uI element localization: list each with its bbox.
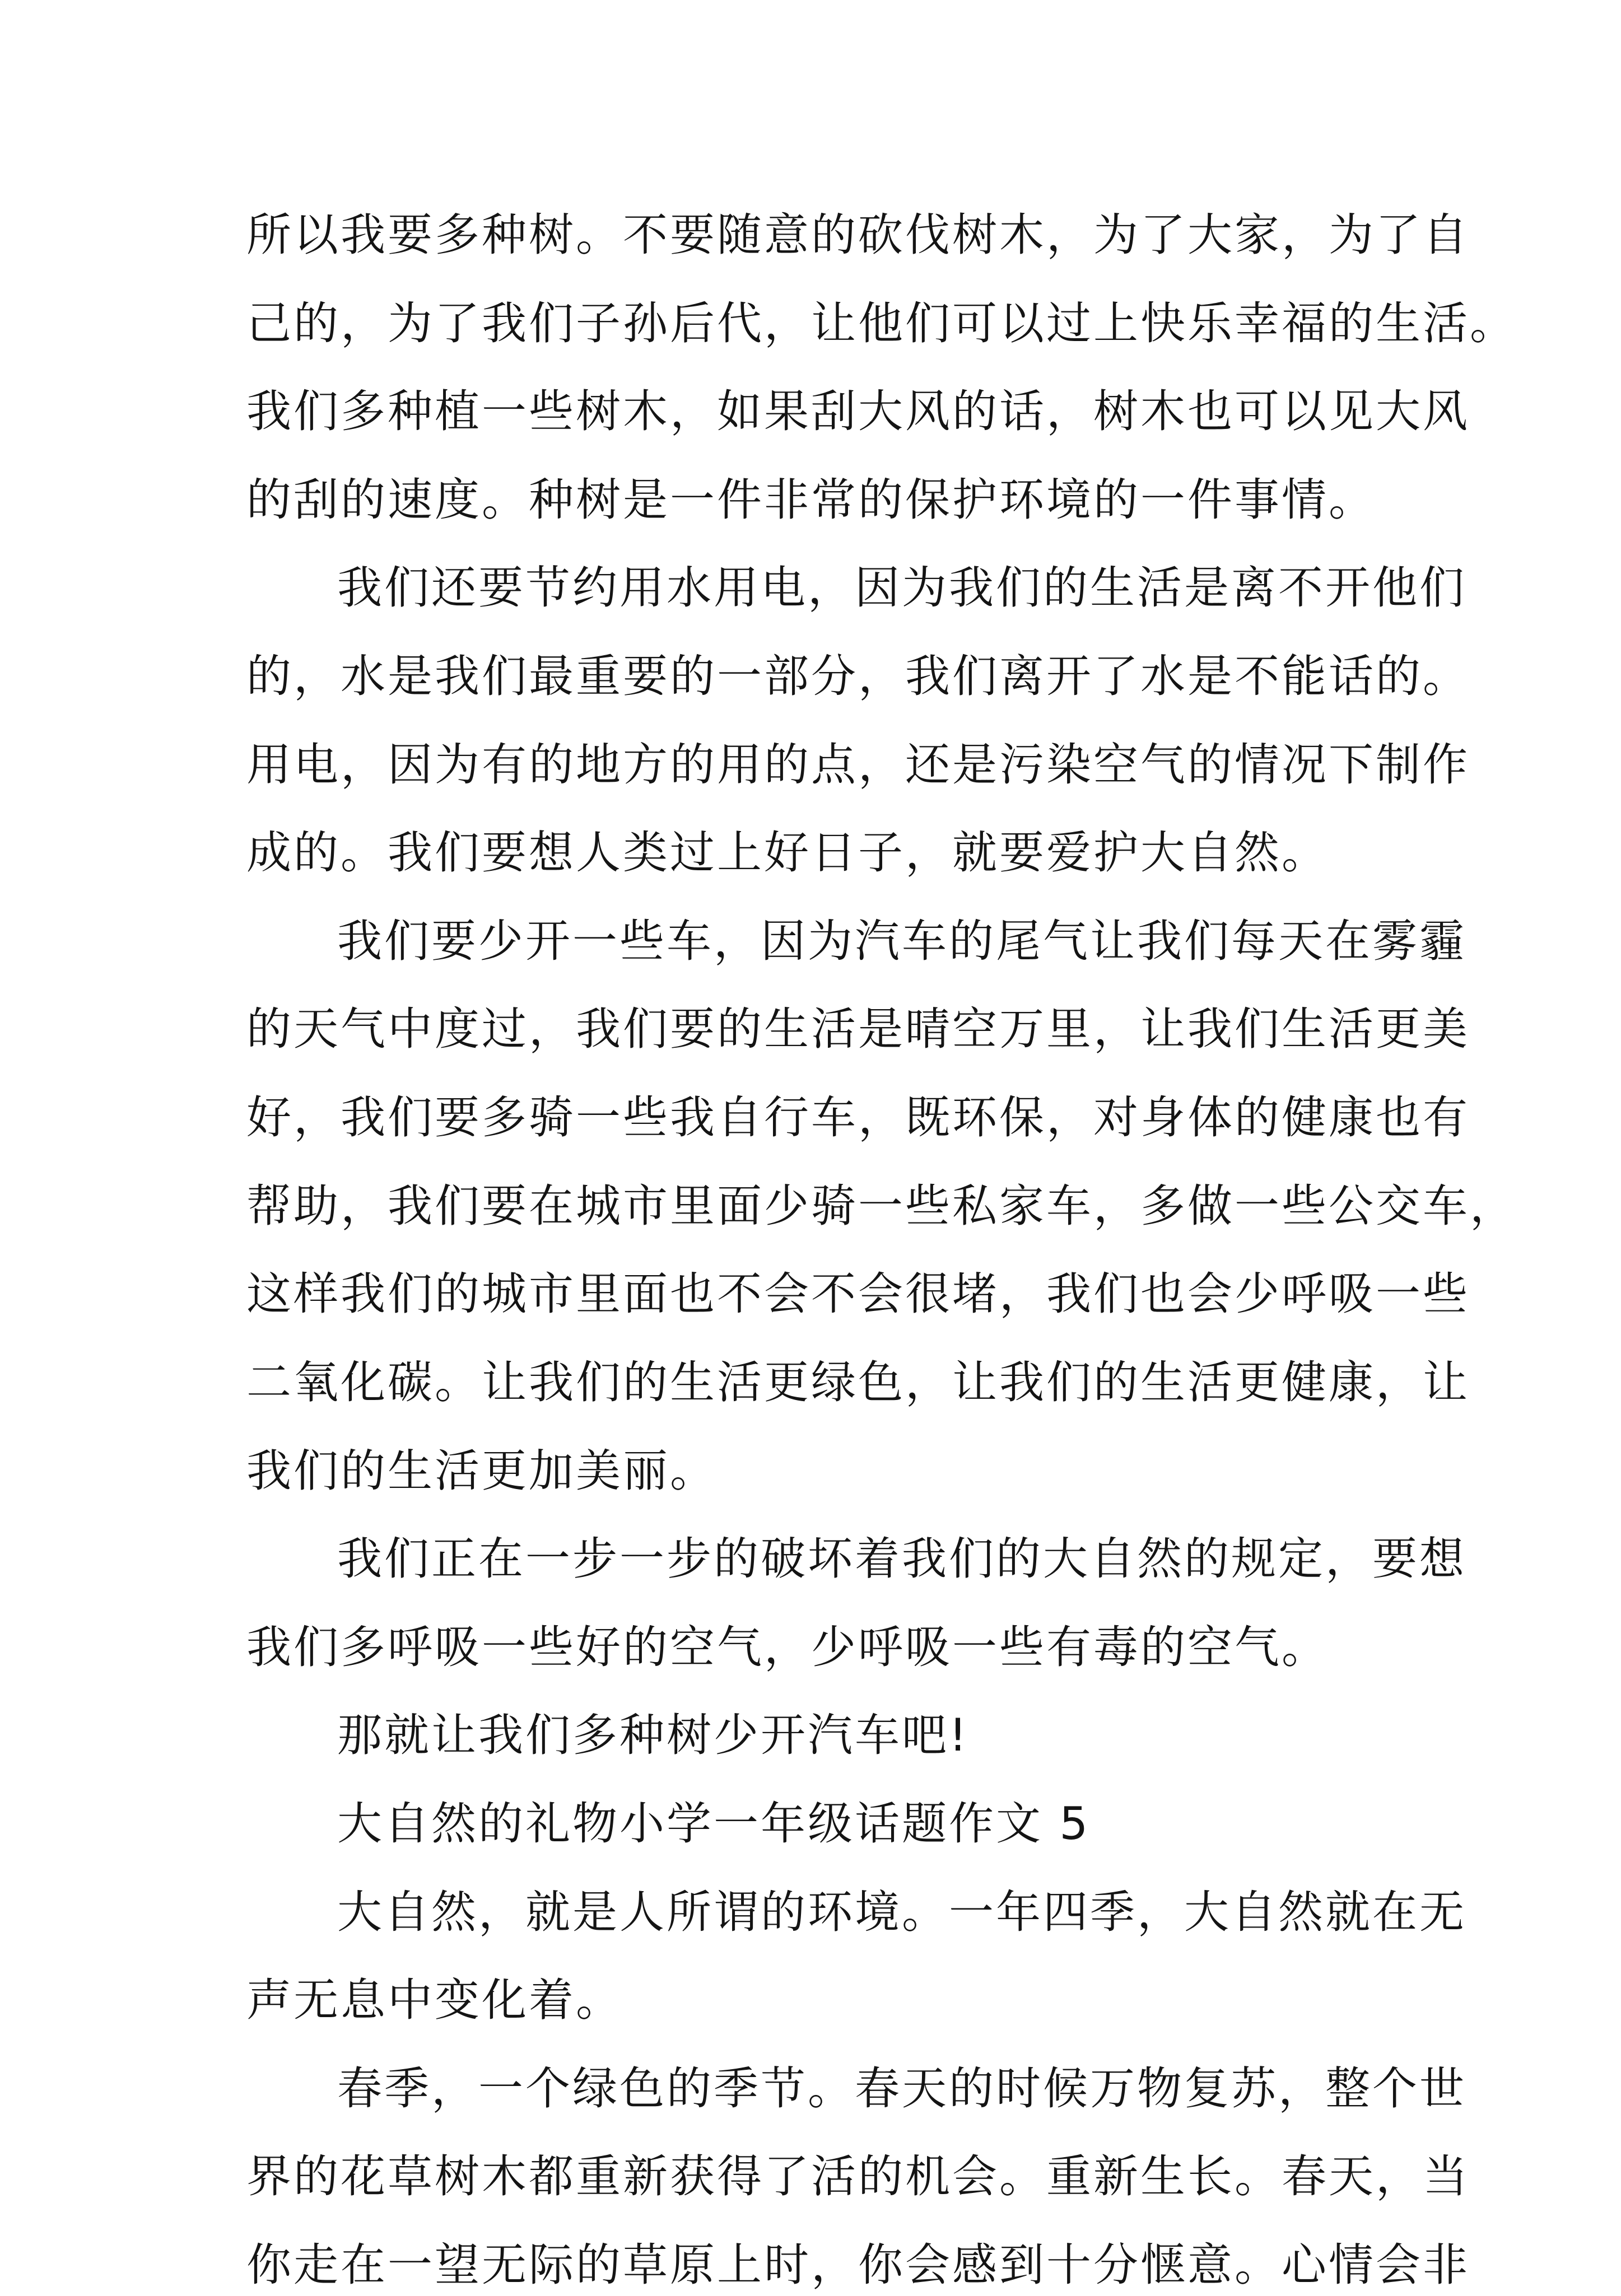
text-line: 的，水是我们最重要的一部分，我们离开了水是不能话的。	[246, 650, 1470, 702]
text-line: 二氧化碳。让我们的生活更绿色，让我们的生活更健康，让	[246, 1356, 1470, 1408]
text-line: 帮助，我们要在城市里面少骑一些私家车，多做一些公交车，	[246, 1180, 1517, 1232]
text-line: 己的，为了我们子孙后代，让他们可以过上快乐幸福的生活。	[246, 297, 1517, 349]
text-line: 声无息中变化着。	[246, 1974, 623, 2026]
text-line: 大自然，就是人所谓的环境。一年四季，大自然就在无	[337, 1886, 1466, 1938]
text-line: 这样我们的城市里面也不会不会很堵，我们也会少呼吸一些	[246, 1268, 1470, 1320]
text-line: 我们还要节约用水用电，因为我们的生活是离不开他们	[337, 562, 1466, 614]
text-line: 我们多呼吸一些好的空气，少呼吸一些有毒的空气。	[246, 1621, 1329, 1673]
text-line: 成的。我们要想人类过上好日子，就要爱护大自然。	[246, 827, 1329, 879]
text-line: 的刮的速度。种树是一件非常的保护环境的一件事情。	[246, 474, 1376, 526]
text-line: 那就让我们多种树少开汽车吧!	[337, 1709, 970, 1761]
section-heading: 大自然的礼物小学一年级话题作文 5	[337, 1798, 1091, 1850]
text-line: 春季，一个绿色的季节。春天的时候万物复苏，整个世	[337, 2062, 1466, 2115]
text-line: 界的花草树木都重新获得了活的机会。重新生长。春天，当	[246, 2150, 1470, 2202]
text-line: 我们的生活更加美丽。	[246, 1445, 717, 1497]
text-line: 我们要少开一些车，因为汽车的尾气让我们每天在雾霾	[337, 915, 1466, 967]
text-line: 我们多种植一些树木，如果刮大风的话，树木也可以见大风	[246, 385, 1470, 437]
text-line: 我们正在一步一步的破坏着我们的大自然的规定，要想	[337, 1533, 1466, 1585]
text-line: 你走在一望无际的草原上时，你会感到十分惬意。心情会非	[246, 2239, 1470, 2291]
text-line: 好，我们要多骑一些我自行车，既环保，对身体的健康也有	[246, 1091, 1470, 1144]
text-line: 所以我要多种树。不要随意的砍伐树木，为了大家，为了自	[246, 209, 1470, 261]
text-line: 的天气中度过，我们要的生活是晴空万里，让我们生活更美	[246, 1003, 1470, 1055]
text-line: 用电，因为有的地方的用的点，还是污染空气的情况下制作	[246, 739, 1470, 791]
